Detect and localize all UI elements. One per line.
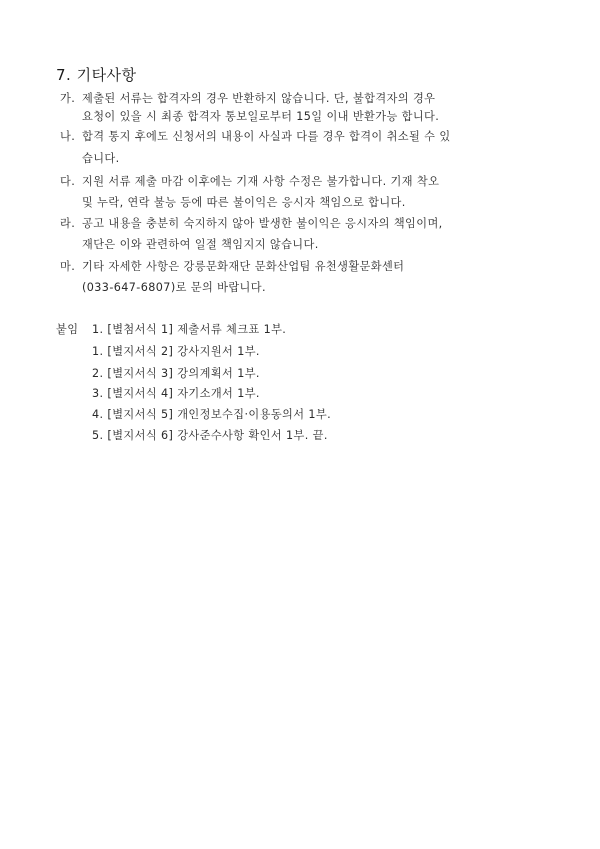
item-text-line: 지원 서류 제출 마감 이후에는 기재 사항 수정은 불가합니다. 기재 착오 xyxy=(82,175,440,188)
item-marker: 라. xyxy=(60,217,76,230)
attachments-label: 붙임 xyxy=(56,323,79,336)
item-marker: 마. xyxy=(60,260,76,273)
item-marker: 다. xyxy=(60,175,76,188)
attachment-item: 4. [별지서식 5] 개인정보수집·이용동의서 1부. xyxy=(92,408,332,421)
item-text-line: 요청이 있을 시 최종 합격자 통보일로부터 15일 이내 반환가능 합니다. xyxy=(82,110,440,123)
attachment-item: 2. [별지서식 3] 강의계획서 1부. xyxy=(92,367,260,380)
item-text-line: 재단은 이와 관련하여 일절 책임지지 않습니다. xyxy=(82,238,319,251)
item-text-line: 습니다. xyxy=(82,152,120,165)
item-marker: 가. xyxy=(60,92,76,105)
attachment-item: 1. [별첨서식 1] 제출서류 체크표 1부. xyxy=(92,323,287,336)
section-heading: 7. 기타사항 xyxy=(56,66,137,84)
item-text-line: (033-647-6807)로 문의 바랍니다. xyxy=(82,281,266,294)
item-text-line: 및 누락, 연락 불능 등에 따른 불이익은 응시자 책임으로 합니다. xyxy=(82,196,406,209)
item-text-line: 공고 내용을 충분히 숙지하지 않아 발생한 불이익은 응시자의 책임이며, xyxy=(82,217,443,230)
item-text-line: 합격 통지 후에도 신청서의 내용이 사실과 다를 경우 합격이 취소될 수 있 xyxy=(82,130,451,143)
attachment-item: 5. [별지서식 6] 강사준수사항 확인서 1부. 끝. xyxy=(92,429,328,442)
attachment-item: 1. [별지서식 2] 강사지원서 1부. xyxy=(92,345,260,358)
item-text-line: 기타 자세한 사항은 강릉문화재단 문화산업팀 유천생활문화센터 xyxy=(82,260,405,273)
item-text-line: 제출된 서류는 합격자의 경우 반환하지 않습니다. 단, 불합격자의 경우 xyxy=(82,92,436,105)
attachment-item: 3. [별지서식 4] 자기소개서 1부. xyxy=(92,387,260,400)
item-marker: 나. xyxy=(60,130,76,143)
